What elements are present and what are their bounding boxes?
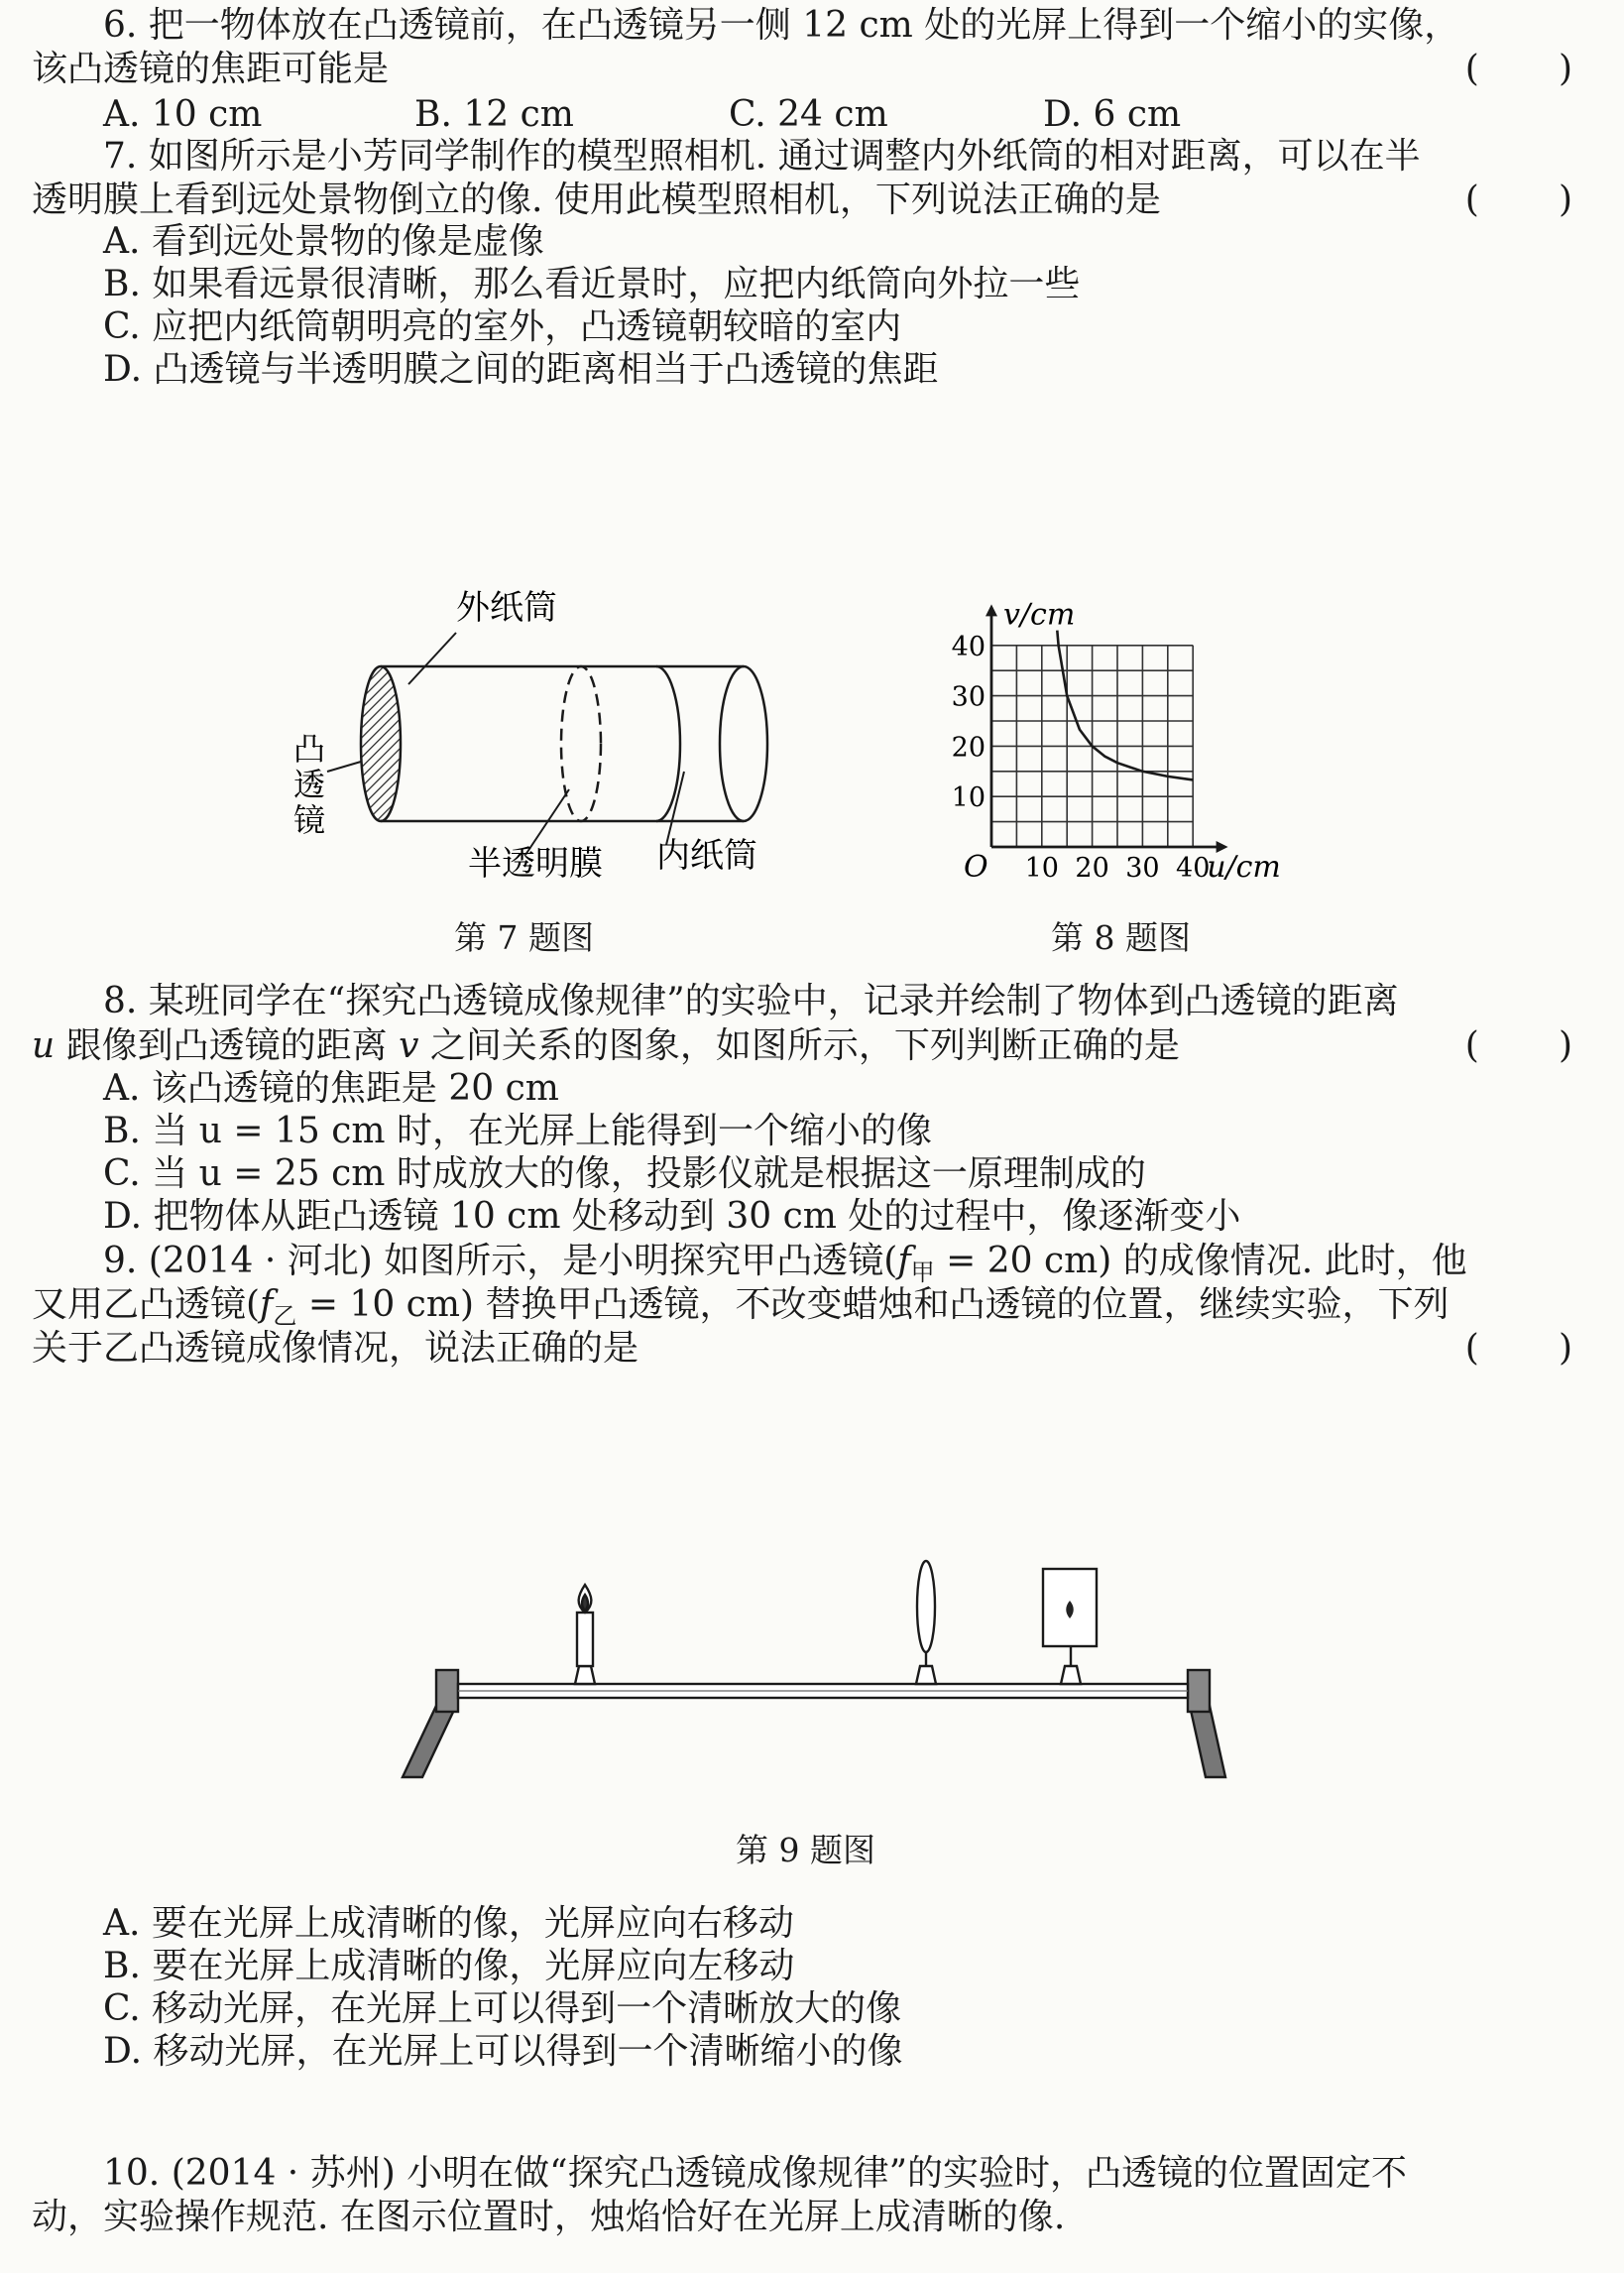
q10-stem-line2: 动，实验操作规范. 在图示位置时，烛焰恰好在光屏上成清晰的像. <box>32 2197 1066 2237</box>
q7-option-a: A. 看到远处景物的像是虚像 <box>103 221 544 262</box>
q6-answer-blank: ( ) <box>1464 49 1572 89</box>
q10-stem-line1: 10. (2014 · 苏州) 小明在做“探究凸透镜成像规律”的实验时，凸透镜的位置固定不 <box>103 2153 1407 2194</box>
q8-answer-blank: ( ) <box>1464 1025 1572 1066</box>
fig7-pointer-lens <box>327 762 361 772</box>
fig9-left-leg <box>403 1706 456 1777</box>
fig8-y-tick-label: 10 <box>951 782 986 814</box>
q9-stem-line2-a: 又用乙凸透镜( <box>32 1284 261 1325</box>
fig8-y-tick-label: 40 <box>951 631 986 662</box>
fig7-label-film: 半透明膜 <box>468 844 603 884</box>
q8-var-u: u <box>32 1025 56 1066</box>
q9-f-symbol-jia: f <box>897 1241 911 1281</box>
q6-option-b: B. 12 cm <box>414 94 574 135</box>
q9-option-d: D. 移动光屏，在光屏上可以得到一个清晰缩小的像 <box>103 2031 903 2072</box>
q7-answer-blank: ( ) <box>1464 179 1572 220</box>
q9-stem-line3 <box>32 1323 1598 1375</box>
fig8-y-tick-label: 20 <box>951 732 986 764</box>
fig8-y-axis-label: v/cm <box>1003 597 1076 633</box>
q7-stem-text: 透明膜上看到远处景物倒立的像. 使用此模型照相机，下列说法正确的是 <box>32 179 1161 220</box>
fig9-lens-holder <box>916 1666 936 1684</box>
fig9-screen-holder <box>1061 1666 1081 1684</box>
q6-stem-text: 该凸透镜的焦距可能是 <box>32 49 390 89</box>
fig9-optical-bench <box>397 1547 1249 1805</box>
q8-stem-line1: 8. 某班同学在“探究凸透镜成像规律”的实验中，记录并绘制了物体到凸透镜的距离 <box>103 981 1399 1021</box>
q7-option-c: C. 应把内纸筒朝明亮的室外，凸透镜朝较暗的室内 <box>103 306 902 347</box>
q9-option-a: A. 要在光屏上成清晰的像，光屏应向右移动 <box>103 1903 794 1944</box>
q8-option-b: B. 当 u = 15 cm 时，在光屏上能得到一个缩小的像 <box>103 1111 933 1151</box>
fig9-right-leg <box>1190 1706 1225 1777</box>
fig8-y-arrow <box>986 604 997 616</box>
q8-option-c: C. 当 u = 25 cm 时成放大的像，投影仪就是根据这一原理制成的 <box>103 1153 1146 1194</box>
q7-stem-line1: 7. 如图所示是小芳同学制作的模型照相机. 通过调整内外纸筒的相对距离，可以在半 <box>103 136 1421 177</box>
fig8-x-tick-label: 10 <box>1024 853 1059 884</box>
fig7-label-lens-2: 透 <box>293 766 326 803</box>
fig8-y-tick-label: 30 <box>951 681 986 713</box>
q6-stem-line1: 6. 把一物体放在凸透镜前，在凸透镜另一侧 12 cm 处的光屏上得到一个缩小的实像， <box>103 5 1460 46</box>
fig8-uv-chart <box>942 581 1338 889</box>
q9-sub-yi: 乙 <box>273 1302 297 1331</box>
fig9-lens <box>917 1561 935 1652</box>
fig7-label-inner-tube: 内纸筒 <box>656 836 757 876</box>
q9-option-b: B. 要在光屏上成清晰的像，光屏应向左移动 <box>103 1946 795 1986</box>
q6-stem-line2 <box>32 44 1598 95</box>
q9-f-symbol-yi: f <box>260 1284 274 1325</box>
q9-answer-blank: ( ) <box>1464 1328 1572 1369</box>
q8-var-v: v <box>399 1025 419 1066</box>
q9-stem-text: 关于乙凸透镜成像情况，说法正确的是 <box>32 1328 639 1369</box>
q9-stem-line1-b: = 20 cm) 的成像情况. 此时，他 <box>934 1241 1467 1281</box>
fig8-curve-series <box>1057 631 1193 780</box>
fig8-caption: 第 8 题图 <box>1051 918 1191 957</box>
q6-option-a: A. 10 cm <box>103 94 263 135</box>
fig7-caption: 第 7 题图 <box>454 918 594 957</box>
q7-option-b: B. 如果看远景很清晰，那么看近景时，应把内纸筒向外拉一些 <box>103 264 1081 304</box>
fig7-pointer-outer <box>408 633 456 684</box>
q6-option-c: C. 24 cm <box>729 94 888 135</box>
fig7-label-lens-3: 镜 <box>293 801 326 839</box>
fig9-candle <box>577 1613 593 1666</box>
fig8-x-tick-label: 30 <box>1125 853 1160 884</box>
q9-stem-line2-b: = 10 cm) 替换甲凸透镜，不改变蜡烛和凸透镜的位置，继续实验，下列 <box>296 1284 1450 1325</box>
q9-sub-jia: 甲 <box>910 1258 935 1287</box>
q6-option-d: D. 6 cm <box>1043 94 1182 135</box>
fig7-label-lens-1: 凸 <box>293 730 326 768</box>
fig9-right-end-block <box>1188 1670 1210 1712</box>
fig8-x-tick-label: 40 <box>1176 853 1211 884</box>
fig7-lens <box>361 666 401 821</box>
fig7-film <box>561 666 601 821</box>
fig9-left-end-block <box>436 1670 458 1712</box>
q8-option-d: D. 把物体从距凸透镜 10 cm 处移动到 30 cm 处的过程中，像逐渐变小 <box>103 1196 1241 1237</box>
fig7-label-outer-tube: 外纸筒 <box>456 588 557 628</box>
q8-stem-rest: 之间关系的图象，如图所示，下列判断正确的是 <box>418 1025 1180 1066</box>
q8-option-a: A. 该凸透镜的焦距是 20 cm <box>103 1068 559 1109</box>
fig9-caption: 第 9 题图 <box>736 1831 875 1869</box>
fig8-x-tick-label: 20 <box>1075 853 1109 884</box>
fig8-origin-label: O <box>964 850 988 885</box>
q7-option-d: D. 凸透镜与半透明膜之间的距离相当于凸透镜的焦距 <box>103 349 939 390</box>
fig7-inner-tube-edge <box>656 666 680 821</box>
fig7-tube-right-end <box>720 666 767 821</box>
fig8-x-axis-label: u/cm <box>1207 850 1281 885</box>
q9-stem-line1-a: 9. (2014 · 河北) 如图所示，是小明探究甲凸透镜( <box>103 1241 898 1281</box>
q9-option-c: C. 移动光屏，在光屏上可以得到一个清晰放大的像 <box>103 1988 902 2029</box>
fig9-candle-holder <box>575 1666 595 1684</box>
q8-stem-mid: 跟像到凸透镜的距离 <box>55 1025 400 1066</box>
fig7-camera-diagram <box>293 585 773 884</box>
